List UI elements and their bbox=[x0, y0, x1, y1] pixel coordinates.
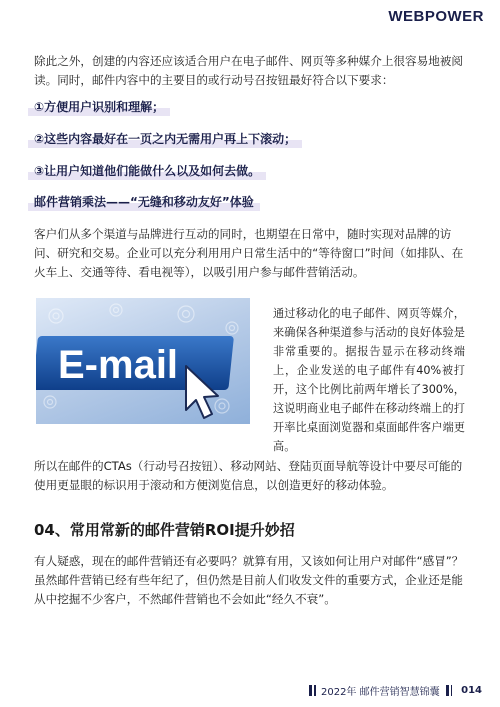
brand-logo: WEBPOWER bbox=[388, 8, 484, 25]
footer-bar-icon bbox=[451, 685, 453, 696]
intro-paragraph: 除此之外，创建的内容还应该适合用户在电子邮件、网页等多种媒介上很容易地被阅读。同时，邮件内容中的主要目的或行动号召按钮最好符合以下要求： bbox=[34, 54, 463, 87]
page-footer bbox=[309, 683, 482, 697]
page-number: 014 bbox=[461, 684, 482, 696]
requirement-2: ②这些内容最好在一页之内无需用户再上下滚动； bbox=[28, 130, 302, 148]
requirement-1: ①方便用户识别和理解； bbox=[28, 98, 170, 116]
footer-bar-icon bbox=[314, 685, 316, 696]
channels-paragraph: 客户们从多个渠道与品牌进行互动的同时，也期望在日常中，随时实现对品牌的访问、研究和交易。企业可以充分利用用户日常生活中的“等待窗口”时间（如排队、在火车上、交通等待、看电视等），以吸引用户参与邮件营销活动。 bbox=[34, 227, 464, 279]
email-hero-text: E-mail bbox=[58, 343, 179, 387]
email-cursor-illustration bbox=[36, 298, 250, 424]
requirement-3: ③让用户知道他们能做什么以及如何去做。 bbox=[28, 162, 266, 180]
email-hero-image bbox=[36, 298, 250, 424]
footer-title: 2022年 邮件营销智慧锦囊 bbox=[320, 686, 440, 698]
roi-paragraph: 有人疑惑，现在的邮件营销还有必要吗？就算有用，又该如何让用户对邮件“感冒”？虽然邮件营销已经有些年纪了，但仍然是目前人们收发文件的重要方式，企业还是能从中挖掘不少客户，不然邮件营销也不会如此“经久不衰”。 bbox=[34, 554, 464, 606]
section-title: 04、常用常新的邮件营销ROI提升妙招 bbox=[34, 521, 295, 539]
subheading-mobile-experience: 邮件营销乘法——“无缝和移动友好”体验 bbox=[28, 193, 260, 211]
footer-bar-icon bbox=[446, 685, 449, 696]
mobile-stats-paragraph: 通过移动化的电子邮件、网页等媒介，来确保各种渠道参与活动的良好体验是非常重要的。据报告显示在移动终端上，企业发送的电子邮件有40%被打开，这个比例比前两年增长了300%，这说明商业电子邮件在移动终端上的打开率比桌面浏览器和桌面邮件客户端更高。 bbox=[273, 307, 465, 453]
cta-paragraph: 所以在邮件的CTAs（行动号召按钮）、移动网站、登陆页面导航等设计中要尽可能的使用更显眼的标识用于滚动和方便浏览信息，以创造更好的移动体验。 bbox=[34, 459, 463, 492]
footer-bar-icon bbox=[309, 685, 312, 696]
